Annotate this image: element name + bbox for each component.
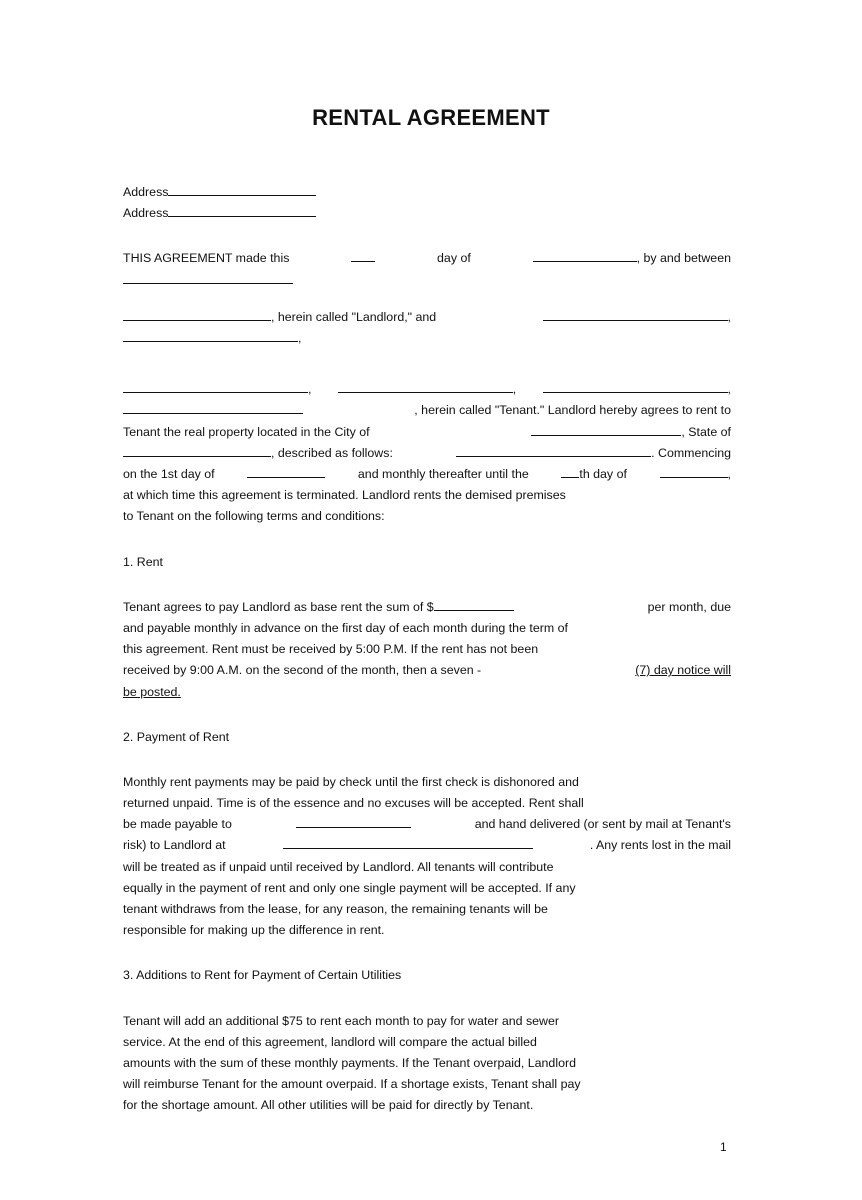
- intro-text: , described as follows:: [271, 445, 393, 460]
- payment-line: [123, 814, 731, 835]
- payment-line: tenant withdraws from the lease, for any reason, the remaining tenants will be: [123, 902, 548, 917]
- rent-amount-blank[interactable]: [434, 597, 514, 611]
- payee-blank[interactable]: [296, 814, 411, 828]
- intro-text: THIS AGREEMENT made this: [123, 251, 290, 266]
- rent-line: and payable monthly in advance on the first day of each month during the term of: [123, 620, 568, 635]
- rent-text: Tenant agrees to pay Landlord as base rent the sum of $: [123, 599, 434, 614]
- tenant-name-blank[interactable]: [123, 400, 303, 414]
- tenant-name-blank[interactable]: [543, 307, 728, 321]
- page-number: 1: [720, 1140, 727, 1154]
- payment-line: [123, 835, 731, 856]
- comma: ,: [727, 382, 731, 397]
- payment-text: risk) to Landlord at: [123, 838, 226, 853]
- tenant-name-blank[interactable]: [543, 379, 728, 393]
- intro-line: [123, 443, 731, 464]
- intro-line: [123, 400, 731, 421]
- landlord-name-blank[interactable]: [123, 307, 271, 321]
- address-line-2: [123, 203, 731, 224]
- utilities-line: will reimburse Tenant for the amount overpaid. If a shortage exists, Tenant shall pay: [123, 1077, 581, 1092]
- section-heading-payment: 2. Payment of Rent: [123, 729, 230, 744]
- address-blank[interactable]: [168, 203, 316, 217]
- section-heading-utilities: 3. Additions to Rent for Payment of Certain Utilities: [123, 968, 402, 983]
- document-title: RENTAL AGREEMENT: [312, 105, 550, 130]
- intro-line: [123, 248, 731, 269]
- payment-text: and hand delivered (or sent by mail at Tenant's: [474, 817, 731, 832]
- payment-text: be made payable to: [123, 817, 232, 832]
- intro-line: [123, 307, 731, 328]
- payment-line: responsible for making up the difference in rent.: [123, 923, 385, 938]
- notice-text: be posted.: [123, 684, 181, 699]
- intro-text: th day of: [579, 466, 627, 481]
- intro-line: [123, 328, 731, 349]
- intro-line: [123, 422, 731, 443]
- month-blank[interactable]: [533, 248, 637, 262]
- intro-text: Tenant the real property located in the City of: [123, 424, 370, 439]
- property-description-blank[interactable]: [456, 443, 651, 457]
- comma: ,: [727, 466, 731, 481]
- intro-text: , herein called "Landlord," and: [271, 309, 437, 324]
- rent-text: received by 9:00 A.M. on the second of the month, then a seven -: [123, 663, 482, 678]
- rent-line: [123, 682, 731, 703]
- end-day-blank[interactable]: [561, 464, 579, 478]
- utilities-line: Tenant will add an additional $75 to rent each month to pay for water and sewer: [123, 1013, 560, 1028]
- payment-line: will be treated as if unpaid until received by Landlord. All tenants will contribute: [123, 859, 554, 874]
- address-blank[interactable]: [168, 182, 316, 196]
- comma: ,: [298, 330, 302, 345]
- utilities-line: service. At the end of this agreement, landlord will compare the actual billed: [123, 1034, 537, 1049]
- rent-text: per month, due: [647, 599, 731, 614]
- intro-line: at which time this agreement is terminated. Landlord rents the demised premises: [123, 488, 566, 503]
- payment-line: returned unpaid. Time is of the essence and no excuses will be accepted. Rent shall: [123, 796, 584, 811]
- rent-line: [123, 660, 731, 681]
- tenant-name-blank[interactable]: [123, 379, 308, 393]
- payment-text: . Any rents lost in the mail: [589, 838, 731, 853]
- day-blank[interactable]: [351, 248, 375, 262]
- utilities-line: amounts with the sum of these monthly payments. If the Tenant overpaid, Landlord: [123, 1055, 576, 1070]
- party-blank[interactable]: [123, 270, 293, 284]
- notice-text: (7) day notice will: [635, 663, 731, 678]
- city-blank[interactable]: [531, 422, 681, 436]
- intro-text: on the 1st day of: [123, 466, 215, 481]
- tenant-name-blank[interactable]: [338, 379, 513, 393]
- tenant-name-blank[interactable]: [123, 328, 298, 342]
- intro-line: [123, 270, 731, 291]
- intro-text: , herein called "Tenant." Landlord hereby agrees to rent to: [414, 403, 731, 418]
- payment-line: equally in the payment of rent and only one single payment will be accepted. If any: [123, 880, 576, 895]
- document-body: [123, 182, 731, 1117]
- comma: ,: [727, 309, 731, 324]
- rent-line: [123, 597, 731, 618]
- intro-line: to Tenant on the following terms and conditions:: [123, 509, 385, 524]
- start-month-blank[interactable]: [247, 464, 325, 478]
- address-label: Address: [123, 185, 169, 199]
- comma: ,: [308, 382, 312, 397]
- state-blank[interactable]: [123, 443, 271, 457]
- intro-line: [123, 464, 731, 485]
- address-line-1: [123, 182, 731, 203]
- intro-text: . Commencing: [651, 445, 731, 460]
- rent-line: this agreement. Rent must be received by 5:00 P.M. If the rent has not been: [123, 642, 539, 657]
- intro-line: [123, 379, 731, 400]
- address-label: Address: [123, 206, 169, 221]
- intro-text: day of: [437, 251, 471, 266]
- end-month-blank[interactable]: [660, 464, 728, 478]
- comma: ,: [512, 382, 517, 397]
- intro-text: and monthly thereafter until the: [357, 466, 529, 481]
- intro-text: , State of: [681, 424, 731, 439]
- landlord-address-blank[interactable]: [283, 835, 533, 849]
- intro-text: , by and between: [636, 251, 731, 266]
- utilities-line: for the shortage amount. All other utilities will be paid for directly by Tenant.: [123, 1098, 534, 1113]
- section-heading-rent: 1. Rent: [123, 554, 163, 569]
- payment-line: Monthly rent payments may be paid by check until the first check is dishonored and: [123, 774, 579, 789]
